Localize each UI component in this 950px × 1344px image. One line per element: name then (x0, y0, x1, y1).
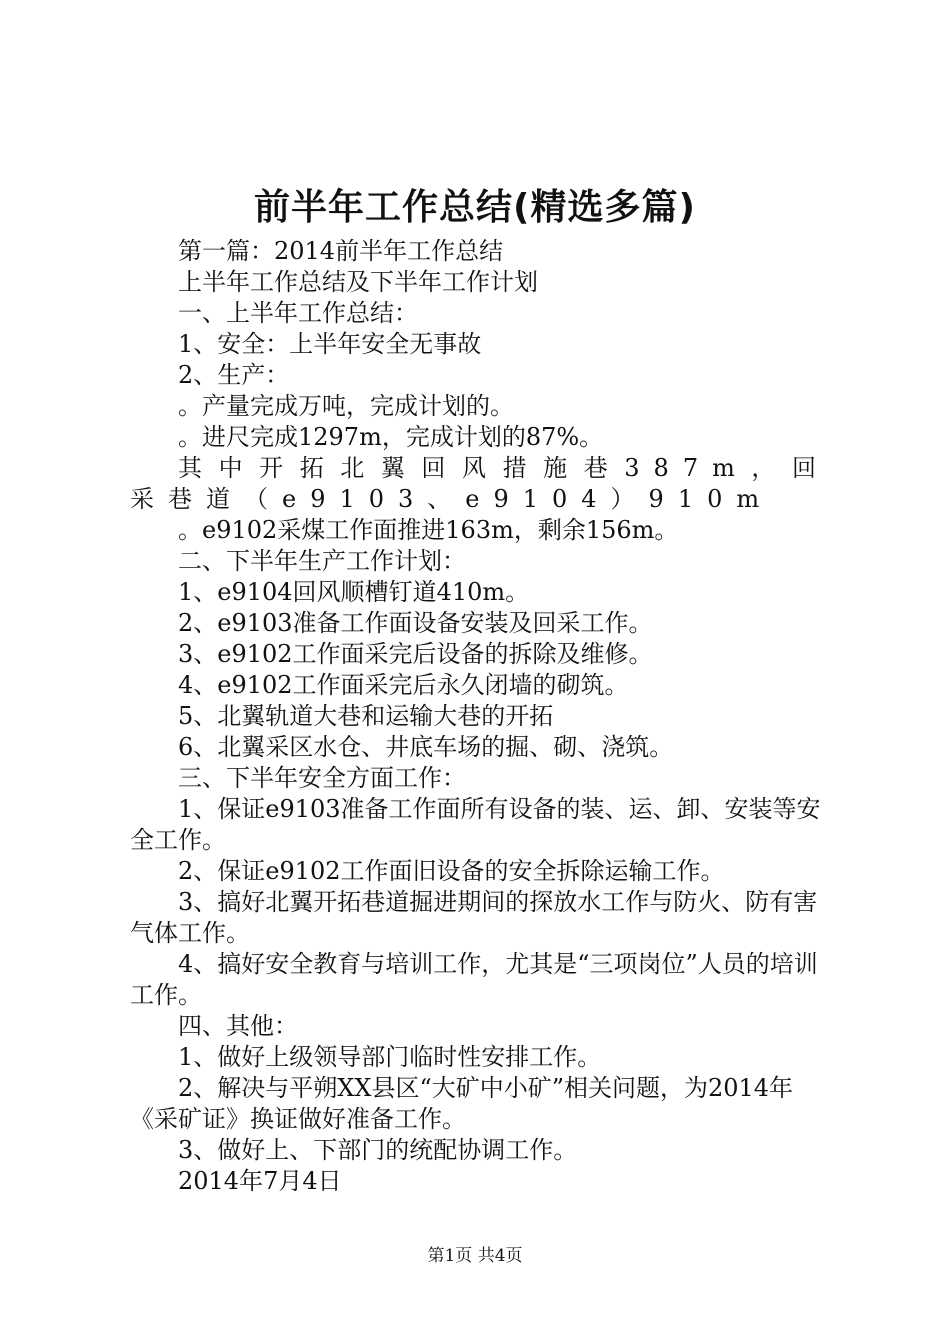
paragraph-13: 3、e9102工作面采完后设备的拆除及维修。 (178, 640, 653, 668)
paragraph-6: 。产量完成万吨，完成计划的。 (178, 392, 514, 420)
document-title: 前半年工作总结(精选多篇) (254, 187, 696, 228)
paragraph-11: 1、e9104回风顺槽钉道410m。 (178, 578, 530, 606)
page-footer: 第1页 共4页 (427, 1246, 523, 1266)
paragraph-21: 4、搞好安全教育与培训工作，尤其是“三项岗位”人员的培训工作。 (130, 950, 818, 1009)
paragraph-15: 5、北翼轨道大巷和运输大巷的开拓 (178, 702, 554, 730)
paragraph-24: 2、解决与平朔XX县区“大矿中小矿”相关问题，为2014年《采矿证》换证做好准备工作。 (130, 1074, 794, 1133)
paragraph-1: 第一篇：2014前半年工作总结 (178, 237, 504, 265)
paragraph-8: 其中开拓北翼回风措施巷387m，回采巷道（e9103、e9104）910m (130, 454, 830, 513)
paragraph-23: 1、做好上级领导部门临时性安排工作。 (178, 1043, 602, 1071)
paragraph-16: 6、北翼采区水仓、井底车场的掘、砌、浇筑。 (178, 733, 674, 761)
paragraph-4: 1、安全：上半年安全无事故 (178, 330, 482, 358)
paragraph-9: 。e9102采煤工作面推进163m，剩余156m。 (178, 516, 679, 544)
paragraph-5: 2、生产： (178, 361, 290, 389)
paragraph-2: 上半年工作总结及下半年工作计划 (178, 268, 538, 296)
date-line: 2014年7月4日 (178, 1167, 342, 1195)
paragraph-7: 。进尺完成1297m，完成计划的87%。 (178, 423, 604, 451)
paragraph-22: 四、其他： (178, 1012, 298, 1040)
paragraph-20: 3、搞好北翼开拓巷道掘进期间的探放水工作与防火、防有害气体工作。 (130, 888, 818, 947)
paragraph-18: 1、保证e9103准备工作面所有设备的装、运、卸、安装等安全工作。 (130, 795, 821, 854)
paragraph-10: 二、下半年生产工作计划： (178, 547, 466, 575)
paragraph-14: 4、e9102工作面采完后永久闭墙的砌筑。 (178, 671, 629, 699)
paragraph-25: 3、做好上、下部门的统配协调工作。 (178, 1136, 578, 1164)
paragraph-19: 2、保证e9102工作面旧设备的安全拆除运输工作。 (178, 857, 725, 885)
paragraph-17: 三、下半年安全方面工作： (178, 764, 466, 792)
document-body (130, 236, 830, 1197)
paragraph-12: 2、e9103准备工作面设备安装及回采工作。 (178, 609, 653, 637)
paragraph-3: 一、上半年工作总结： (178, 299, 418, 327)
